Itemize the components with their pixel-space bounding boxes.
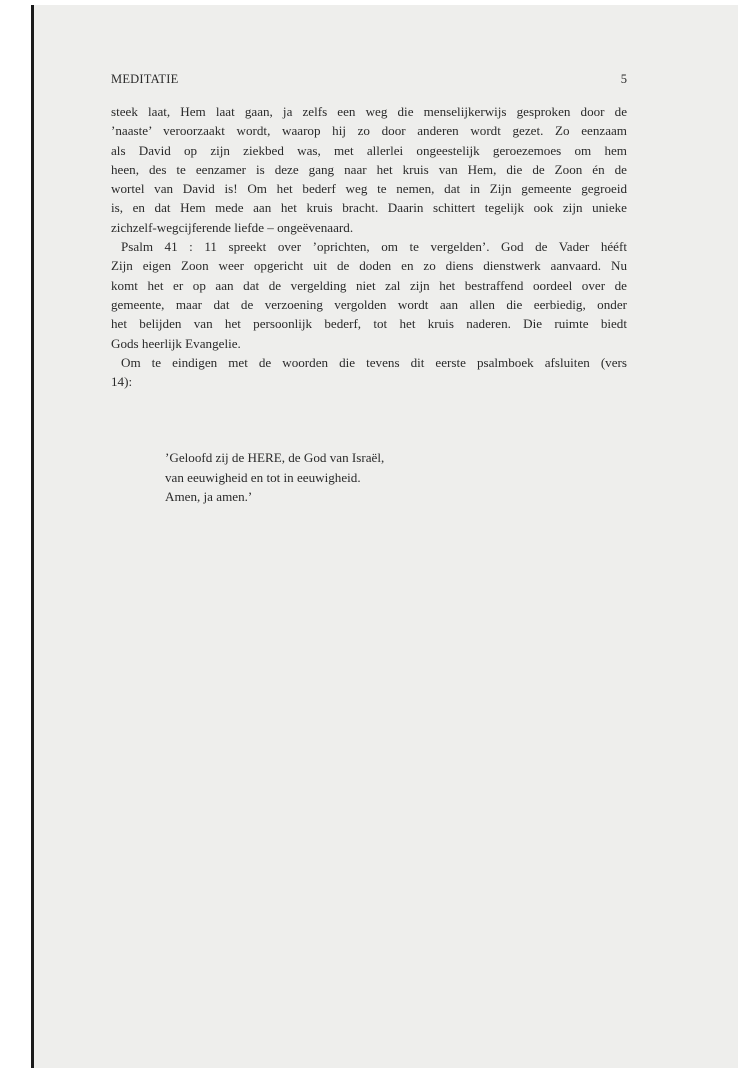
scan-margin-left xyxy=(0,0,32,1068)
text-line: heen, des te eenzamer is deze gang naar het kruis van Hem, die de Zoon én de xyxy=(111,161,627,177)
page-header xyxy=(111,72,627,88)
page-edge-shadow xyxy=(31,5,34,1068)
paragraph-2 xyxy=(111,237,627,353)
text-line: zichzelf-wegcijferende liefde – ongeëvenaard. xyxy=(111,219,354,235)
text-line: is, en dat Hem mede aan het kruis bracht. Daarin schittert tegelijk ook zijn unieke xyxy=(111,200,627,216)
text-line: als David op zijn ziekbed was, met allerlei ongeestelijk geroezemoes om hem xyxy=(111,142,627,158)
quote-line: ’Geloofd zij de HERE, de God van Israël, xyxy=(165,450,385,465)
page-number: 5 xyxy=(620,72,627,86)
text-line: Zijn eigen Zoon weer opgericht uit de doden en zo diens dienstwerk aanvaard. Nu xyxy=(111,258,627,274)
paragraph-1 xyxy=(111,102,627,237)
text-line: ’naaste’ veroorzaakt wordt, waarop hij zo door anderen wordt gezet. Zo eenzaam xyxy=(111,123,627,139)
text-line: wortel van David is! Om het bederf weg te nemen, dat in Zijn gemeente gegroeid xyxy=(111,181,627,197)
text-line: steek laat, Hem laat gaan, ja zelfs een weg die menselijkerwijs gesproken door de xyxy=(111,104,627,119)
text-line: komt het er op aan dat de vergelding niet zal zijn het bestraffend oordeel over de xyxy=(111,277,627,293)
body-text xyxy=(111,102,627,391)
quote-line: Amen, ja amen.’ xyxy=(165,489,253,504)
quote-line: van eeuwigheid en tot in eeuwigheid. xyxy=(165,469,361,485)
running-head: MEDITATIE xyxy=(111,72,179,86)
text-line: gemeente, maar dat de verzoening vergolden wordt aan allen die eerbiedig, onder xyxy=(111,296,627,312)
block-quote xyxy=(165,448,384,507)
paragraph-3 xyxy=(111,353,627,392)
text-line: Psalm 41 : 11 spreekt over ’oprichten, om te vergelden’. God de Vader hééft xyxy=(121,239,627,255)
scan-margin-top xyxy=(0,0,738,5)
text-line: Gods heerlijk Evangelie. xyxy=(111,335,241,351)
text-line: 14): xyxy=(111,374,133,390)
text-line: het belijden van het persoonlijk bederf, tot het kruis naderen. Die ruimte biedt xyxy=(111,316,627,332)
text-line: Om te eindigen met de woorden die tevens dit eerste psalmboek afsluiten (vers xyxy=(121,354,627,370)
